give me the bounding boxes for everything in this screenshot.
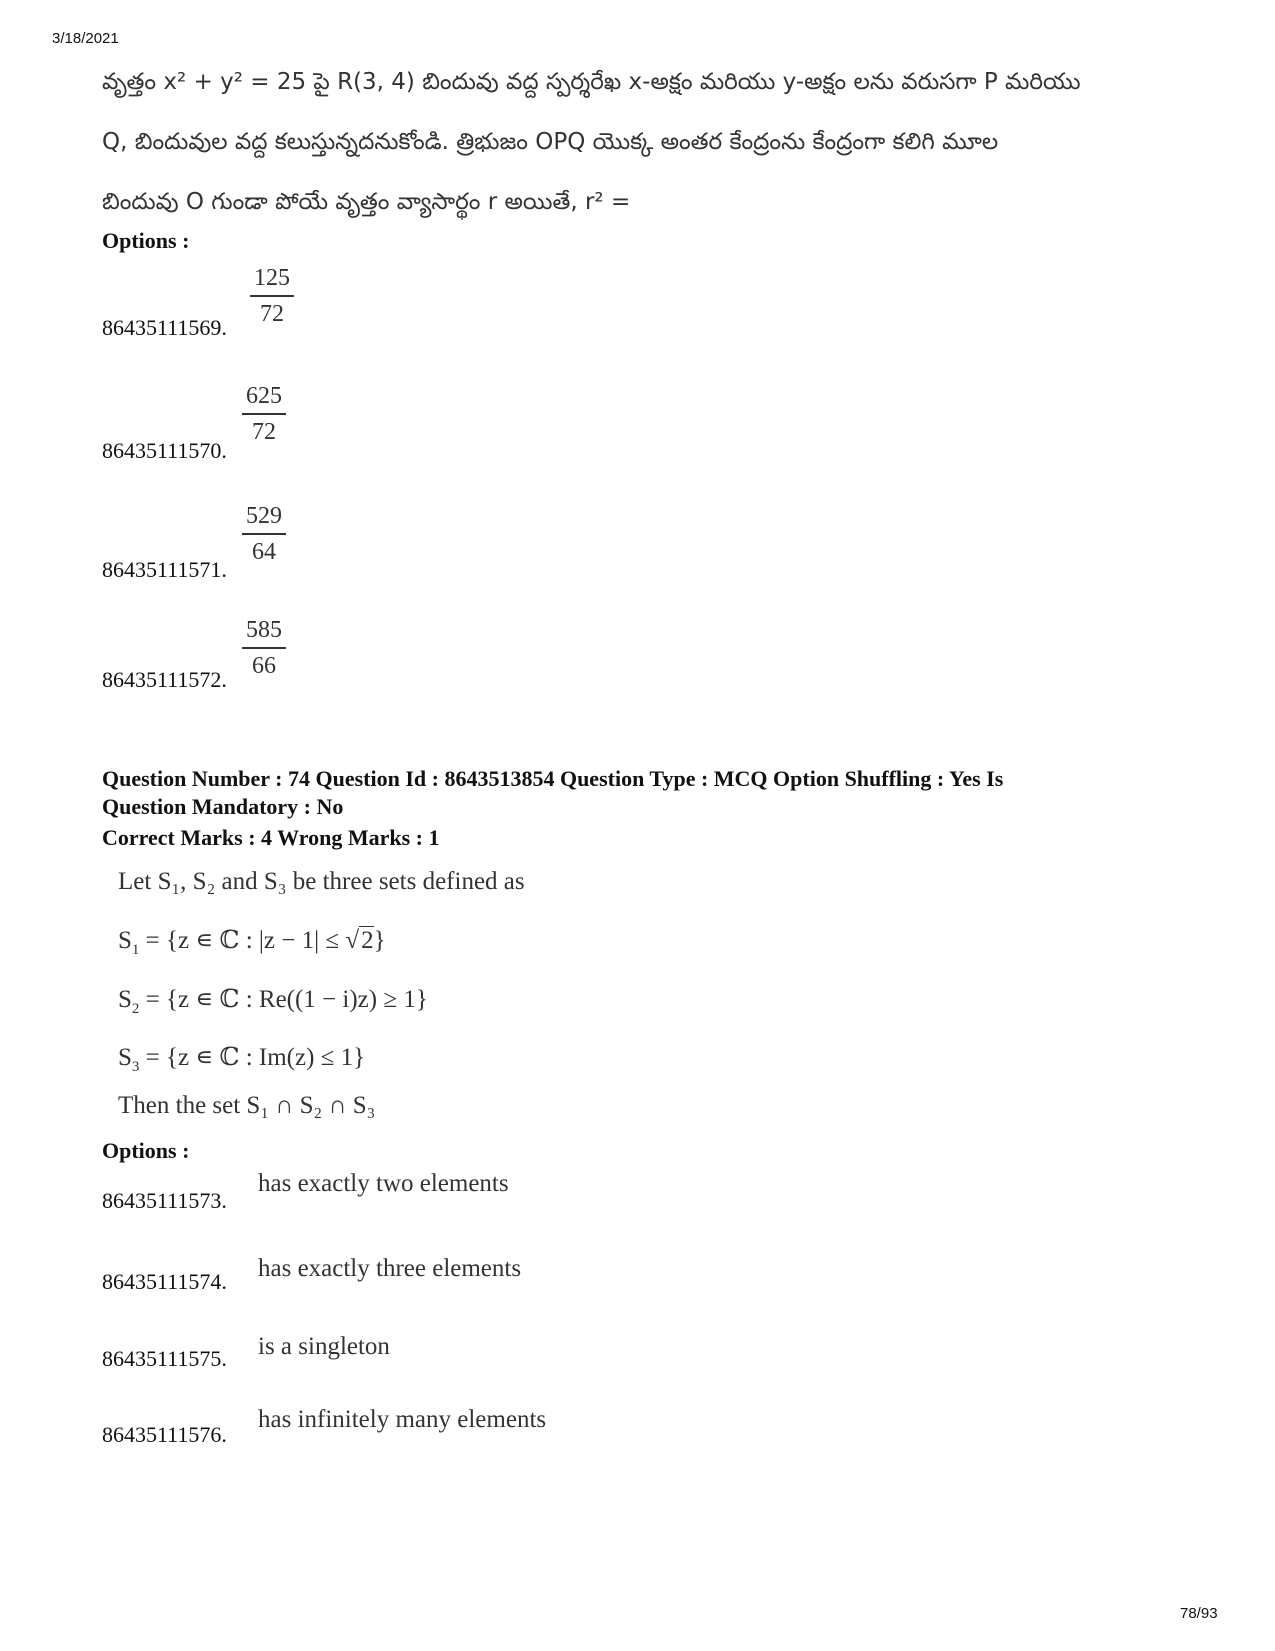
option-fraction xyxy=(250,263,294,329)
set-subscript: 1 xyxy=(131,942,140,958)
option-id: 86435111573. xyxy=(102,1188,227,1213)
question-text-line: బిందువు O గుండా పోయే వృత్తం వ్యాసార్థం r అయితే, r² = xyxy=(102,189,631,215)
option-id: 86435111574. xyxy=(102,1269,227,1294)
set-close: } xyxy=(373,927,386,954)
options-label: Options : xyxy=(102,228,190,253)
question-text-line: వృత్తం x² + y² = 25 పై R(3, 4) బిందువు వద్ద స్పర్శరేఖ x-అక్షం మరియు y-అక్షం లను వరుసగా P మరియు xyxy=(102,69,1081,95)
question-intro: Let S₁, S₂ and S₃ be three sets defined as xyxy=(118,868,525,895)
fraction-denominator: 64 xyxy=(252,539,276,565)
option-id: 86435111570. xyxy=(102,438,227,463)
option-id: 86435111572. xyxy=(102,667,227,692)
fraction-numerator: 625 xyxy=(242,381,286,415)
option-id: 86435111576. xyxy=(102,1422,227,1447)
set-name: S xyxy=(118,1044,132,1071)
question-meta-line: Question Number : 74 Question Id : 8643513854 Question Type : MCQ Option Shuffling : Yes Is xyxy=(102,766,1004,791)
option-fraction xyxy=(242,381,286,447)
question-stem: Then the set S₁ ∩ S₂ ∩ S₃ xyxy=(118,1092,376,1119)
question-73-text xyxy=(102,62,1182,242)
page-number: 78/93 xyxy=(1180,1605,1218,1622)
set-rule: = {z ∊ ℂ : |z − 1| ≤ xyxy=(139,927,346,954)
question-meta-line: Question Mandatory : No xyxy=(102,794,344,819)
set-name: S xyxy=(118,927,132,954)
option-text: has infinitely many elements xyxy=(258,1406,547,1433)
fraction-denominator: 72 xyxy=(260,301,284,327)
option-text: is a singleton xyxy=(258,1333,390,1360)
set-s3-definition xyxy=(118,1042,365,1076)
set-s2-definition xyxy=(118,984,428,1018)
set-rule: = {z ∊ ℂ : Re((1 − i)z) ≥ 1} xyxy=(139,986,428,1013)
fraction-numerator: 125 xyxy=(250,263,294,297)
option-id: 86435111571. xyxy=(102,557,227,582)
question-marks: Correct Marks : 4 Wrong Marks : 1 xyxy=(102,825,440,850)
set-s1-definition: $S_1 = \{z$ ∊ ℂ : |z − 1| ≤ √2} xyxy=(118,927,386,958)
print-date: 3/18/2021 xyxy=(52,30,119,47)
options-label: Options : xyxy=(102,1138,190,1163)
option-text: has exactly two elements xyxy=(258,1170,509,1197)
fraction-numerator: 529 xyxy=(242,501,286,535)
set-rule: = {z ∊ ℂ : Im(z) ≤ 1} xyxy=(139,1044,366,1071)
fraction-numerator: 585 xyxy=(242,615,286,649)
option-fraction xyxy=(242,501,286,567)
fraction-denominator: 72 xyxy=(252,419,276,445)
option-text: has exactly three elements xyxy=(258,1255,522,1282)
option-id: 86435111569. xyxy=(102,315,227,340)
option-id: 86435111575. xyxy=(102,1346,227,1371)
set-subscript: 3 xyxy=(131,1059,140,1075)
question-text-line: Q, బిందువుల వద్ద కలుస్తున్నదనుకోండి. త్రిభుజం OPQ యొక్క అంతర కేంద్రంను కేంద్రంగా కలిగి మూల xyxy=(102,129,999,155)
set-name: S xyxy=(118,986,132,1013)
set-subscript: 2 xyxy=(131,1001,140,1017)
sqrt-radicand: 2 xyxy=(361,927,374,954)
question-74-meta xyxy=(102,765,1003,821)
option-fraction xyxy=(242,615,286,681)
fraction-denominator: 66 xyxy=(252,653,276,679)
